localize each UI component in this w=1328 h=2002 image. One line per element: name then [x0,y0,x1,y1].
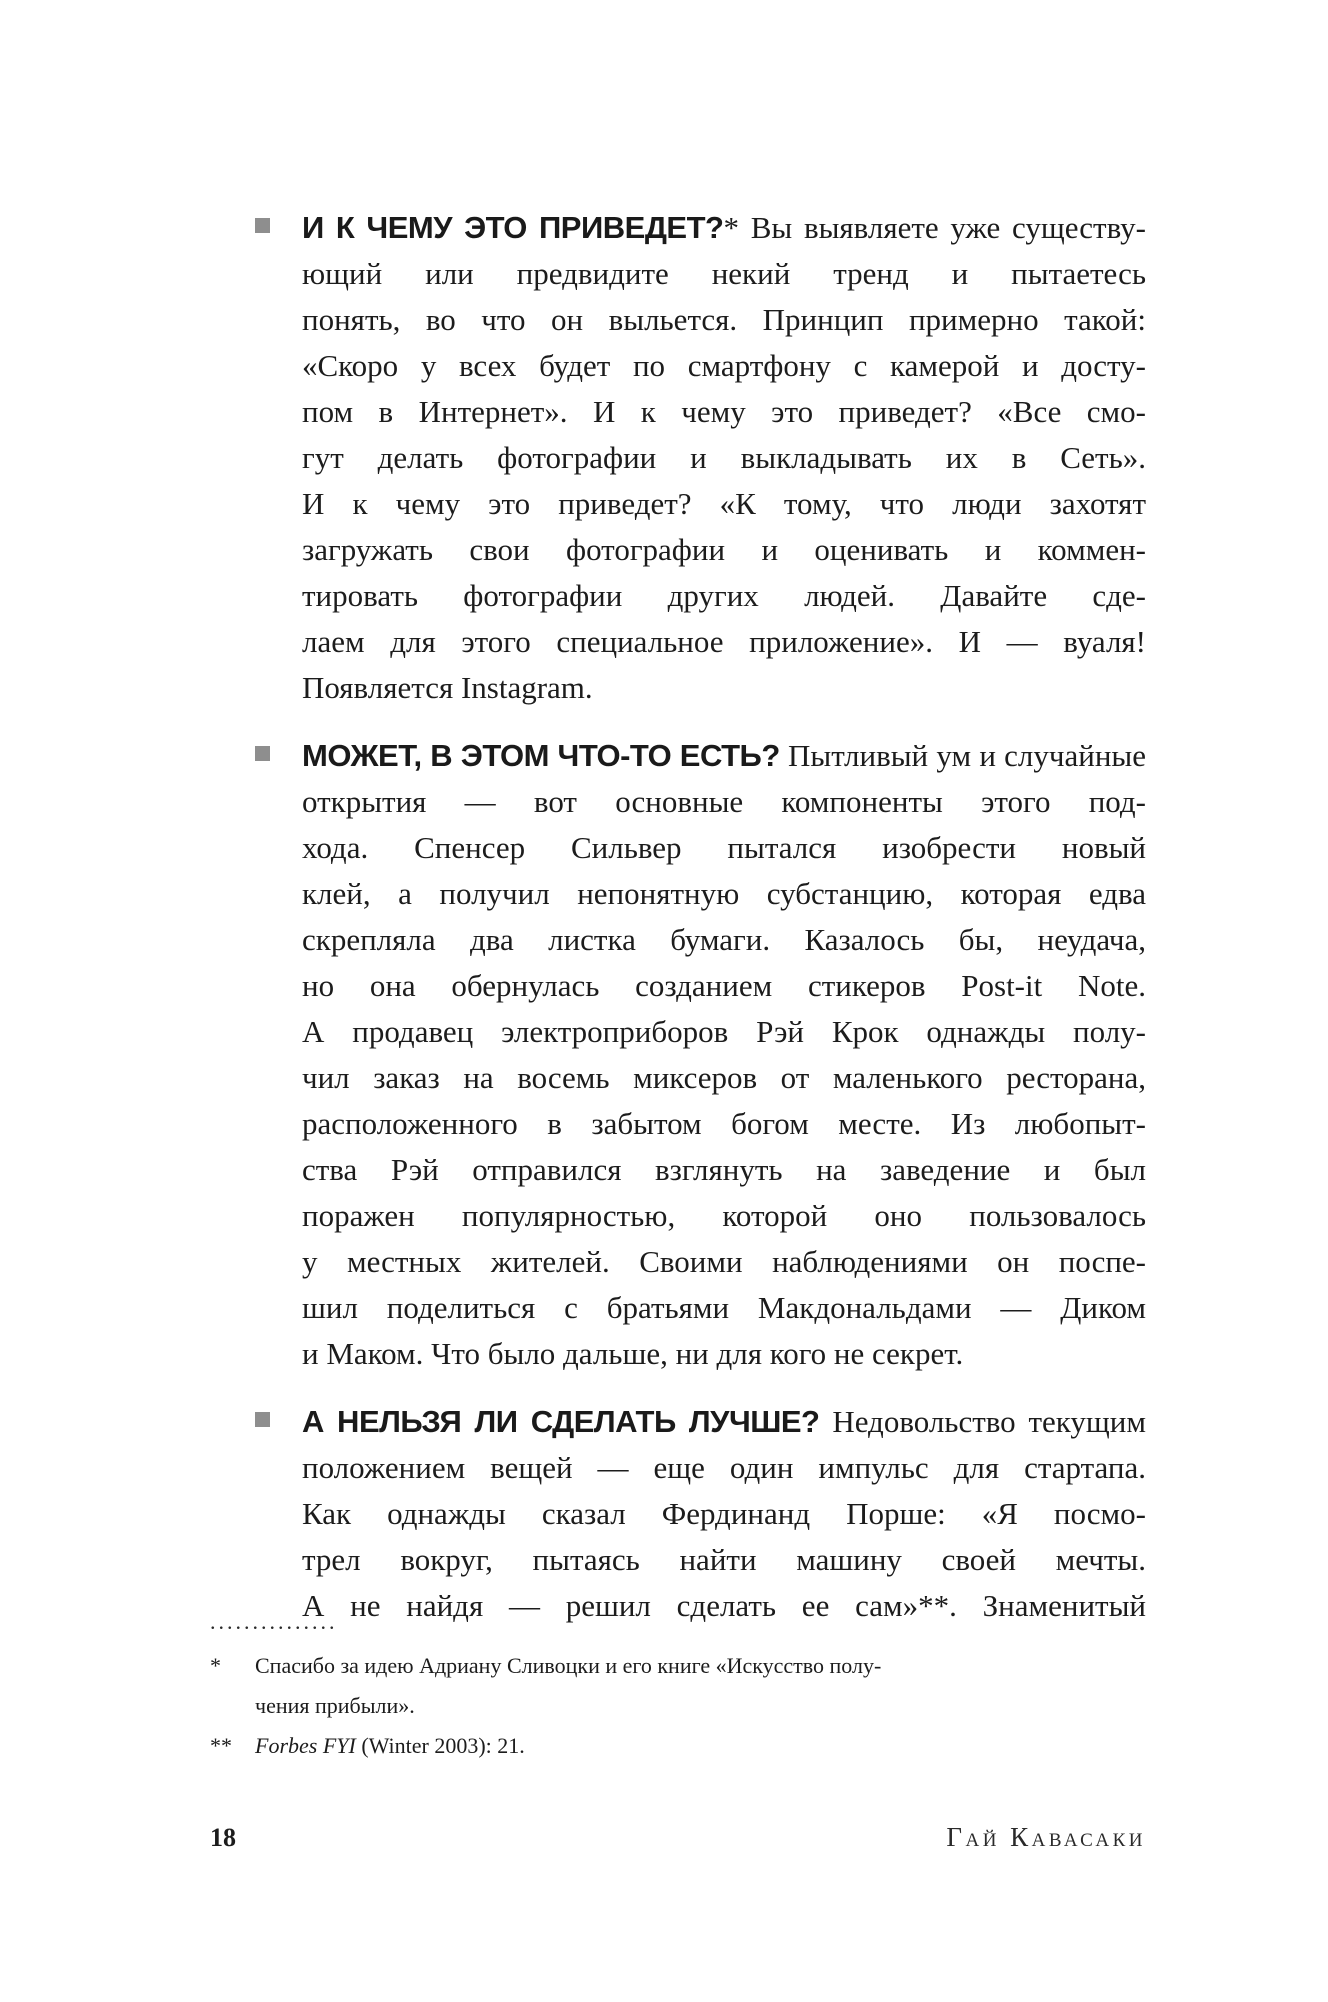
text-line: чил заказ на восемь миксеров от маленького ресторана, [302,1060,1146,1095]
text-line: шил поделиться с братьями Макдональдами — Диком [302,1290,1146,1325]
footnote-marker: * [210,1653,221,1678]
bullet-paragraph-1 [302,205,1146,711]
text-line: открытия — вот основные компоненты этого под- [302,784,1146,819]
text-line: гут делать фотографии и выкладывать их в Сеть». [302,440,1146,475]
bullet-paragraph-2 [302,733,1146,1377]
footnote-text-line: Спасибо за идею Адриану Сливоцки и его книге «Искусство полу- [255,1653,882,1678]
text-line: но она обернулась созданием стикеров Post-it Note. [302,968,1146,1003]
text-line: клей, а получил непонятную субстанцию, которая едва [302,876,1146,911]
paragraph-heading: И К ЧЕМУ ЭТО ПРИВЕДЕТ? [302,210,724,245]
bullet-square-icon [255,1412,270,1427]
running-footer-author: Гай Кавасаки [946,1822,1146,1852]
text-span: Пытливый ум и случайные [788,738,1147,773]
text-line: И к чему это приведет? «К тому, что люди захотят [302,486,1146,521]
bullet-square-icon [255,218,270,233]
footnotes-section [210,1609,1146,1766]
footnote-item-2 [210,1726,1146,1766]
text-line [302,1399,1146,1445]
text-line: ства Рэй отправился взглянуть на заведение и был [302,1152,1146,1187]
text-line: А продавец электроприборов Рэй Крок однажды полу- [302,1014,1146,1049]
text-line: трел вокруг, пытаясь найти машину своей мечты. [302,1542,1146,1577]
text-line: положением вещей — еще один импульс для стартапа. [302,1450,1146,1485]
text-line: А не найдя — решил сделать ее сам»**. Знаменитый [302,1588,1146,1623]
text-line: Как однажды сказал Фердинанд Порше: «Я посмо- [302,1496,1146,1531]
text-span: Вы выявляете уже существу- [750,210,1146,245]
text-line [302,733,1146,779]
footnote-source-title: Forbes FYI [255,1733,356,1758]
text-line: «Скоро у всех будет по смартфону с камерой и досту- [302,348,1146,383]
text-line: загружать свои фотографии и оценивать и коммен- [302,532,1146,567]
footnote-rule: ............... [210,1609,338,1634]
text-line: пом в Интернет». И к чему это приведет? «Все смо- [302,394,1146,429]
paragraph-heading: А НЕЛЬЗЯ ЛИ СДЕЛАТЬ ЛУЧШЕ? [302,1404,820,1439]
text-line: лаем для этого специальное приложение». И — вуаля! [302,624,1146,659]
footnote-marker-inline: * [723,210,739,245]
bullet-square-icon [255,746,270,761]
text-line: у местных жителей. Своими наблюдениями он поспе- [302,1244,1146,1279]
footnote-source-rest: (Winter 2003): 21. [355,1733,525,1758]
paragraph-heading: МОЖЕТ, В ЭТОМ ЧТО-ТО ЕСТЬ? [302,738,780,773]
footnote-text [255,1726,1146,1766]
text-line: скрепляла два листка бумаги. Казалось бы, неудача, [302,922,1146,957]
bullet-paragraph-3 [302,1399,1146,1629]
text-line: расположенного в забытом богом месте. Из любопыт- [302,1106,1146,1141]
page-footer [210,1822,1146,1853]
text-line: ющий или предвидите некий тренд и пытаетесь [302,256,1146,291]
text-line: понять, во что он выльется. Принцип примерно такой: [302,302,1146,337]
footnote-marker: ** [210,1733,232,1758]
page-number: 18 [210,1823,236,1852]
text-line: Появляется Instagram. [302,670,593,705]
footnote-item-1 [210,1646,1146,1726]
text-line: и Маком. Что было дальше, ни для кого не секрет. [302,1336,964,1371]
text-line: хода. Спенсер Сильвер пытался изобрести новый [302,830,1146,865]
text-line: тировать фотографии других людей. Давайте сде- [302,578,1146,613]
text-line [302,205,1146,251]
body-text-column [302,205,1146,1629]
footnote-text-line: чения прибыли». [255,1693,415,1718]
text-line: поражен популярностью, которой оно пользовалось [302,1198,1146,1233]
text-span: Недовольство текущим [832,1404,1146,1439]
footnote-text [255,1646,1146,1726]
